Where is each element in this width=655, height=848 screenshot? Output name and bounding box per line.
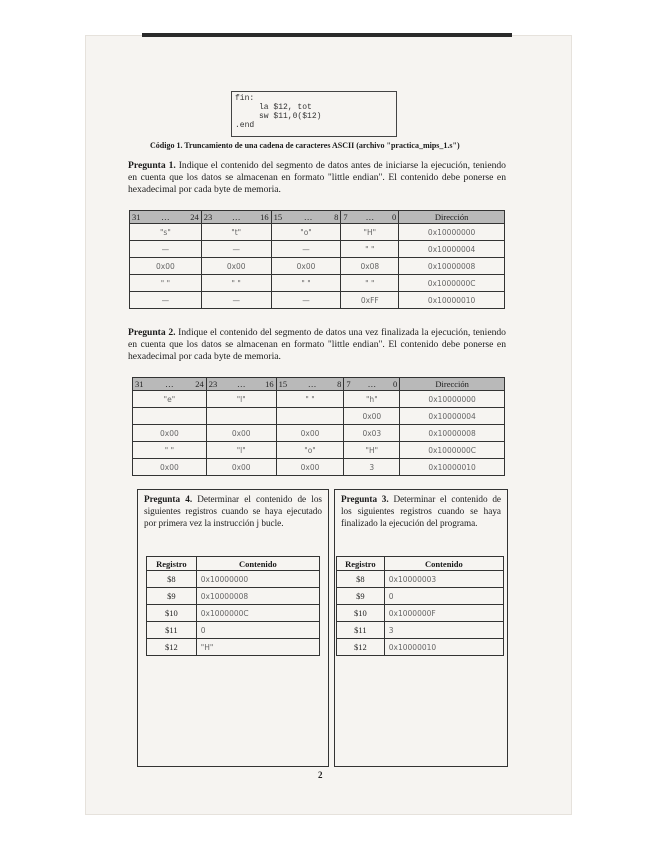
cell: 0x00: [271, 258, 341, 275]
col-registro: Registro: [337, 557, 385, 571]
cell: —: [271, 241, 341, 258]
question-2-text: Indique el contenido del segmento de datos una vez finalizada la ejecución, teniendo en cuenta que los datos se almacenan en formato "little endian". El contenido debe ponerse en hexadecimal por cada byte de memoria.: [128, 327, 506, 362]
register-name: $10: [147, 605, 197, 622]
cell: 0x10000004: [399, 241, 505, 258]
cell: " ": [133, 442, 207, 459]
cell: 0x00: [133, 425, 207, 442]
cell: 0xFF: [341, 292, 399, 309]
cell: "e": [133, 391, 207, 408]
cell: [206, 408, 276, 425]
table-header-row: [130, 211, 505, 224]
col-contenido: Contenido: [196, 557, 319, 571]
code-block: [231, 91, 397, 137]
register-value: 0x1000000F: [384, 605, 503, 622]
cell: "o": [271, 224, 341, 241]
cell: 0x10000010: [399, 292, 505, 309]
cell: 0x10000008: [399, 258, 505, 275]
question-2-label: Pregunta 2.: [128, 327, 176, 338]
question-3: [335, 490, 507, 532]
code-caption: Código 1. Truncamiento de una cadena de caracteres ASCII (archivo "practica_mips_1.s"): [150, 141, 460, 150]
register-name: $9: [337, 588, 385, 605]
col-contenido: Contenido: [384, 557, 503, 571]
col-bits-31-24: 31 … 24: [133, 378, 207, 391]
col-bits-7-0: 7 … 0: [341, 211, 399, 224]
register-value: 0x10000008: [196, 588, 319, 605]
cell: —: [130, 241, 202, 258]
table-header-row: [147, 557, 320, 571]
table-row: [133, 459, 505, 476]
col-bits-23-16: 23 … 16: [206, 378, 276, 391]
table-row: [130, 292, 505, 309]
col-bits-7-0: 7 … 0: [344, 378, 400, 391]
cell: " ": [276, 391, 344, 408]
cell: —: [130, 292, 202, 309]
question-4: [138, 490, 328, 532]
memory-table-initial: [129, 210, 505, 309]
top-edge-line: [142, 33, 512, 37]
cell: 0x1000000C: [399, 275, 505, 292]
table-row: [147, 605, 320, 622]
register-name: $11: [337, 622, 385, 639]
table-row: [337, 588, 504, 605]
cell: 0x00: [276, 459, 344, 476]
cell: 0x1000000C: [400, 442, 505, 459]
code-line: fin:: [235, 94, 255, 103]
question-3-text: Determinar el contenido de los siguientes registros cuando se haya finalizado la ejecución del programa.: [341, 494, 501, 528]
cell: " ": [271, 275, 341, 292]
table-row: [147, 571, 320, 588]
cell: " ": [341, 275, 399, 292]
register-name: $12: [147, 639, 197, 656]
register-value: 0x10000000: [196, 571, 319, 588]
col-bits-31-24: 31 … 24: [130, 211, 202, 224]
table-row: [133, 425, 505, 442]
cell: 0x08: [341, 258, 399, 275]
cell: "s": [130, 224, 202, 241]
cell: " ": [341, 241, 399, 258]
question-1-text: Indique el contenido del segmento de datos antes de iniciarse la ejecución, teniendo en cuenta que los datos se almacenan en formato "little endian". El contenido debe ponerse en hexadecimal por cada byte de memoria.: [128, 160, 506, 195]
cell: —: [271, 292, 341, 309]
table-row: [130, 258, 505, 275]
code-line: sw $11,0($12): [235, 112, 322, 121]
register-name: $9: [147, 588, 197, 605]
register-name: $11: [147, 622, 197, 639]
cell: "o": [276, 442, 344, 459]
cell: "H": [341, 224, 399, 241]
cell: 0x00: [133, 459, 207, 476]
table-row: [147, 622, 320, 639]
cell: 0x03: [344, 425, 400, 442]
table-row: [147, 639, 320, 656]
cell: —: [201, 241, 271, 258]
cell: 0x00: [201, 258, 271, 275]
cell: "h": [344, 391, 400, 408]
table-row: [130, 241, 505, 258]
cell: [276, 408, 344, 425]
question-3-label: Pregunta 3.: [341, 494, 389, 504]
table-row: [133, 408, 505, 425]
register-name: $10: [337, 605, 385, 622]
cell: 0x00: [276, 425, 344, 442]
cell: 0x00: [344, 408, 400, 425]
register-value: 0x10000010: [384, 639, 503, 656]
register-value: "H": [196, 639, 319, 656]
cell: 0x00: [130, 258, 202, 275]
table-row: [337, 605, 504, 622]
col-bits-15-8: 15 … 8: [276, 378, 344, 391]
cell: "H": [344, 442, 400, 459]
cell: 0x10000000: [399, 224, 505, 241]
register-name: $12: [337, 639, 385, 656]
table-row: [130, 224, 505, 241]
cell: 0x00: [206, 459, 276, 476]
register-name: $8: [147, 571, 197, 588]
cell: 0x10000004: [400, 408, 505, 425]
col-direccion: Dirección: [400, 378, 505, 391]
question-4-label: Pregunta 4.: [144, 494, 193, 504]
col-bits-23-16: 23 … 16: [201, 211, 271, 224]
table-row: [337, 622, 504, 639]
col-direccion: Dirección: [399, 211, 505, 224]
registers-table-q4: [146, 556, 320, 656]
cell: 0x10000010: [400, 459, 505, 476]
registers-table-q3: [336, 556, 504, 656]
col-registro: Registro: [147, 557, 197, 571]
code-line: la $12, tot: [235, 103, 312, 112]
cell: [133, 408, 207, 425]
code-line: .end: [235, 121, 255, 130]
table-header-row: [133, 378, 505, 391]
cell: 0x10000000: [400, 391, 505, 408]
register-value: 3: [384, 622, 503, 639]
cell: 3: [344, 459, 400, 476]
cell: "l": [206, 442, 276, 459]
table-row: [147, 588, 320, 605]
register-name: $8: [337, 571, 385, 588]
cell: —: [201, 292, 271, 309]
table-row: [133, 442, 505, 459]
question-4-text: Determinar el contenido de los siguientes registros cuando se haya ejecutado por primera vez la instrucción j bucle.: [144, 494, 322, 528]
table-header-row: [337, 557, 504, 571]
table-row: [130, 275, 505, 292]
cell: " ": [201, 275, 271, 292]
question-1-label: Pregunta 1.: [128, 160, 176, 171]
table-row: [133, 391, 505, 408]
memory-table-final: [132, 377, 505, 476]
register-value: 0x10000003: [384, 571, 503, 588]
page-number: 2: [318, 770, 323, 780]
table-row: [337, 571, 504, 588]
cell: " ": [130, 275, 202, 292]
register-value: 0: [196, 622, 319, 639]
table-row: [337, 639, 504, 656]
cell: 0x00: [206, 425, 276, 442]
question-2: [128, 327, 506, 363]
register-value: 0: [384, 588, 503, 605]
cell: "t": [201, 224, 271, 241]
cell: 0x10000008: [400, 425, 505, 442]
col-bits-15-8: 15 … 8: [271, 211, 341, 224]
cell: "l": [206, 391, 276, 408]
register-value: 0x1000000C: [196, 605, 319, 622]
question-1: [128, 160, 506, 196]
